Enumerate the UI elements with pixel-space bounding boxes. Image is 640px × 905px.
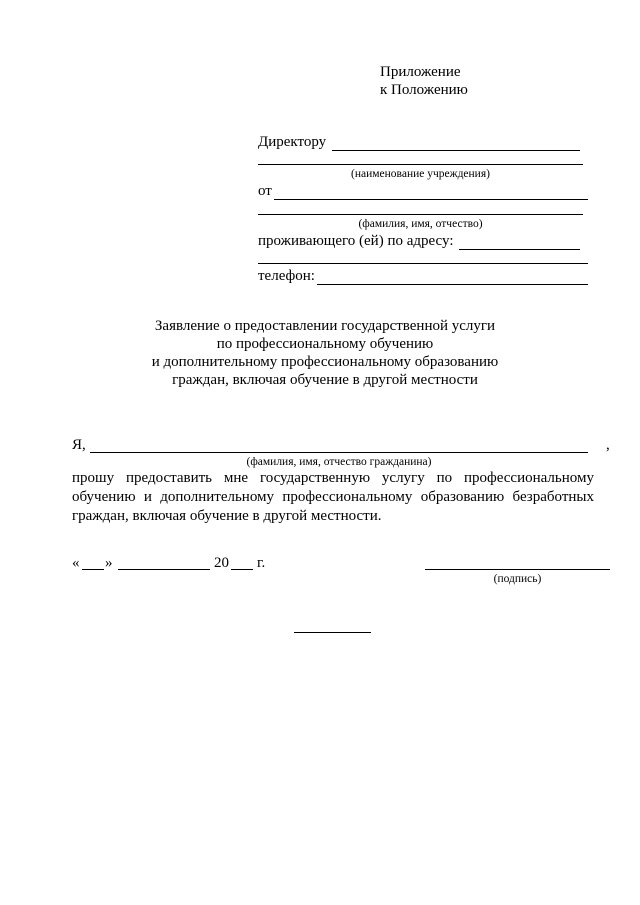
appendix-title: Приложение	[380, 64, 461, 80]
from-row	[258, 182, 588, 200]
from-label: от	[258, 183, 272, 199]
phone-field[interactable]	[317, 270, 588, 285]
director-label: Директору	[258, 134, 327, 150]
date-day-field[interactable]	[82, 569, 104, 570]
address-row	[258, 232, 580, 250]
citizen-caption: (фамилия, имя, отчество гражданина)	[246, 456, 432, 468]
fio-caption: (фамилия, имя, отчество)	[358, 218, 483, 230]
phone-row	[258, 267, 588, 285]
date-year-prefix: 20	[214, 555, 229, 571]
i-label: Я,	[72, 437, 86, 453]
date-quote-open: «	[72, 555, 80, 571]
signature-field[interactable]	[425, 569, 610, 570]
citizen-comma: ,	[606, 437, 610, 453]
signature-caption: (подпись)	[493, 573, 542, 585]
address-label: проживающего (ей) по адресу:	[258, 233, 454, 249]
date-year-field[interactable]	[231, 569, 253, 570]
closing-divider	[294, 632, 371, 633]
document-title-line-3: и дополнительному профессиональному образованию	[151, 354, 499, 370]
date-year-suffix: г.	[257, 555, 266, 571]
date-quote-close: »	[105, 555, 113, 571]
institution-line[interactable]	[258, 164, 583, 165]
appendix-subtitle: к Положению	[380, 82, 468, 98]
request-line-1: прошу предоставить мне государственную услугу по профессиональному	[72, 470, 594, 486]
address-field[interactable]	[459, 235, 580, 250]
phone-label: телефон:	[258, 268, 315, 284]
document-title-line-4: граждан, включая обучение в другой местности	[172, 372, 478, 388]
from-field[interactable]	[274, 185, 588, 200]
address-line-2[interactable]	[258, 263, 588, 264]
document-title-line-2: по профессиональному обучению	[216, 336, 434, 352]
request-line-3: граждан, включая обучение в другой местности.	[72, 508, 382, 524]
citizen-name-field[interactable]	[90, 452, 588, 453]
date-month-field[interactable]	[118, 569, 210, 570]
director-row	[258, 133, 580, 151]
request-line-2: обучению и дополнительному профессиональному образованию безработных	[72, 489, 594, 505]
fio-line[interactable]	[258, 214, 583, 215]
institution-caption: (наименование учреждения)	[351, 168, 490, 180]
director-field[interactable]	[332, 136, 580, 151]
document-title-line-1: Заявление о предоставлении государственной услуги	[154, 318, 496, 334]
